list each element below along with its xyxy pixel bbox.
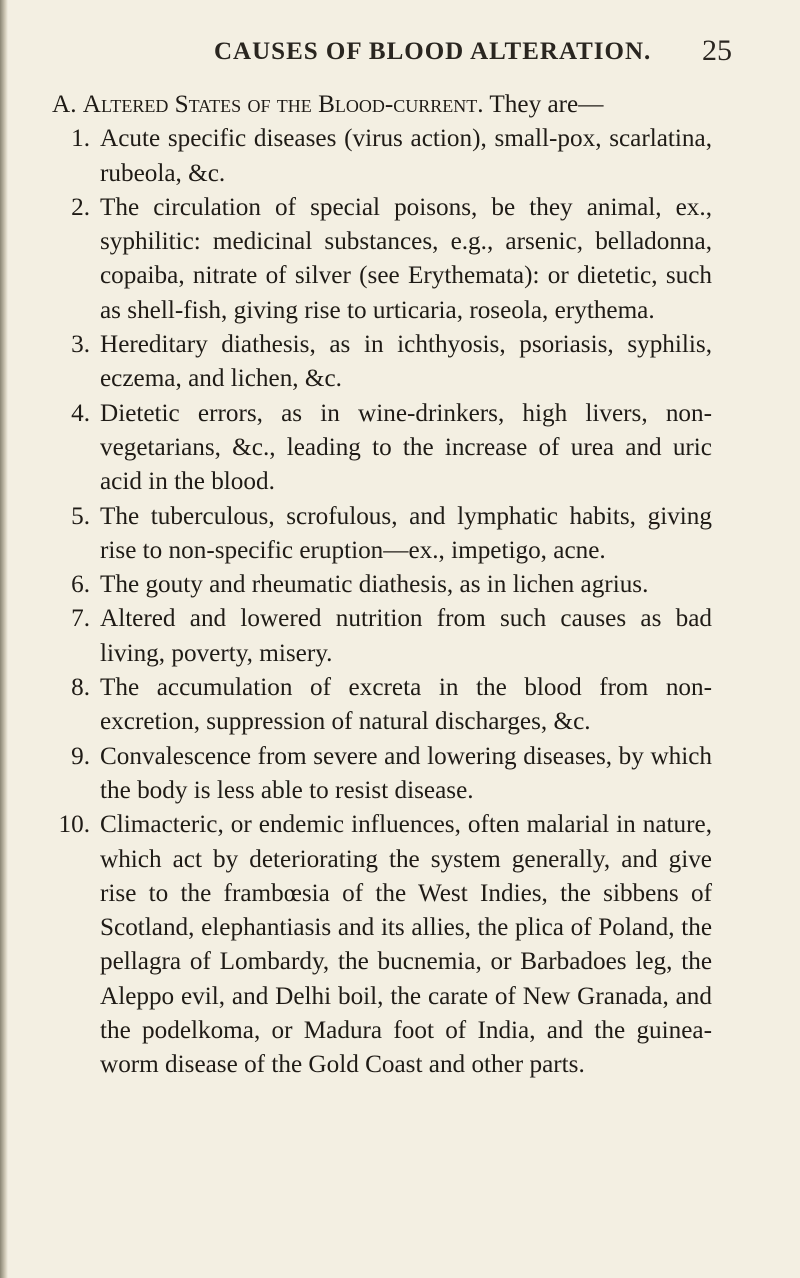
item-text: The gouty and rheumatic diathesis, as in lichen agrius. (100, 571, 649, 599)
page-header (0, 34, 800, 78)
list-item (52, 500, 712, 569)
list-item (52, 602, 712, 671)
list-item (52, 568, 712, 602)
item-text: Convalescence from severe and lowering diseases, by which the body is less able to resist disease. (100, 742, 712, 804)
section-heading (52, 88, 712, 122)
section-label: A. (52, 91, 77, 118)
item-number: 8. (71, 674, 90, 702)
item-text: The accumulation of excreta in the blood from non-excretion, suppression of natural discharges, &c. (100, 674, 712, 736)
item-text: Altered and lowered nutrition from such causes as bad living, poverty, misery. (100, 605, 712, 667)
item-number: 5. (71, 502, 90, 530)
item-text: The circulation of special poisons, be they animal, ex., syphilitic: medicinal substances, e.g., arsenic, belladonna, copaiba, nitrate of silver (see Erythemata): or dietetic, such as shell-fish, giving rise to urticaria, roseola, erythema. (100, 193, 712, 324)
list-item (52, 122, 712, 191)
list-item (52, 808, 712, 1082)
item-number: 7. (71, 605, 90, 633)
item-number: 1. (71, 125, 90, 153)
page-number: 25 (702, 34, 732, 67)
item-number: 3. (71, 331, 90, 359)
section-intro: They are— (489, 91, 604, 118)
item-text: Hereditary diathesis, as in ichthyosis, psoriasis, syphilis, eczema, and lichen, &c. (100, 331, 712, 393)
list-item (52, 397, 712, 500)
section-title: Altered States of the Blood-current. (82, 91, 484, 118)
item-text: The tuberculous, scrofulous, and lymphatic habits, giving rise to non-specific eruption—ex., impetigo, acne. (100, 502, 712, 564)
item-text: Acute specific diseases (virus action), small-pox, scarlatina, rubeola, &c. (100, 125, 712, 187)
page-binding-edge (0, 0, 8, 1278)
item-number: 4. (71, 399, 90, 427)
list-item (52, 328, 712, 397)
item-number: 9. (71, 742, 90, 770)
cause-list (52, 122, 712, 1082)
item-number: 6. (71, 571, 90, 599)
item-text: Dietetic errors, as in wine-drinkers, high livers, non-vegetarians, &c., leading to the increase of urea and uric acid in the blood. (100, 399, 712, 496)
item-text: Climacteric, or endemic influences, often malarial in nature, which act by deteriorating the system generally, and give rise to the frambœsia of the West Indies, the sibbens of Scotland, elephantiasis and its allies, the plica of Poland, the pellagra of Lombardy, the bucnemia, or Barbadoes leg, the Aleppo evil, and Delhi boil, the carate of New Granada, and the podelkoma, or Madura foot of India, and the guinea-worm disease of the Gold Coast and other parts. (100, 811, 712, 1079)
list-item (52, 191, 712, 328)
running-head: CAUSES OF BLOOD ALTERATION. (214, 38, 652, 65)
page-body (52, 88, 712, 1083)
item-number: 10. (58, 811, 90, 839)
list-item (52, 740, 712, 809)
list-item (52, 671, 712, 740)
item-number: 2. (71, 193, 90, 221)
